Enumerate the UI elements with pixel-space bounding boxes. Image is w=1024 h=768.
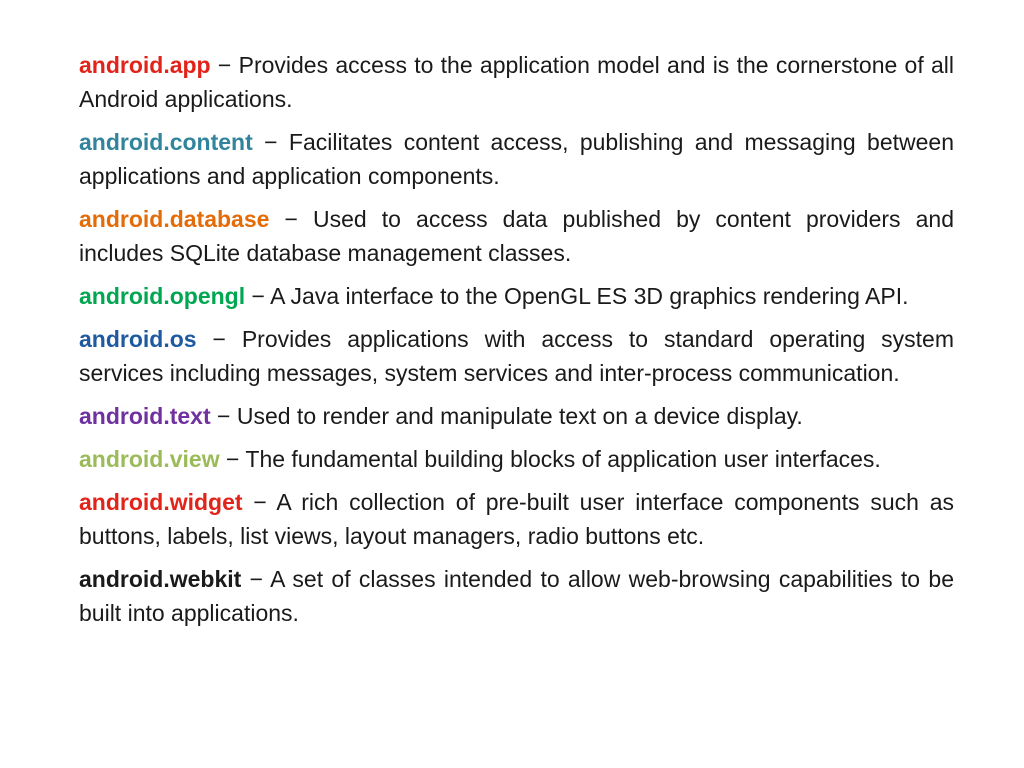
package-description: Provides applications with access to standard operating system services including messages, system services and inter-process communication.	[79, 326, 955, 386]
package-description: Provides access to the application model and is the cornerstone of all Android applications.	[79, 52, 955, 112]
entry-android-os	[79, 322, 954, 390]
separator: −	[241, 566, 271, 592]
separator: −	[196, 326, 242, 352]
separator: −	[269, 206, 314, 232]
separator: −	[252, 129, 289, 155]
package-name: android.view	[79, 446, 220, 472]
package-description: A rich collection of pre-built user interface components such as buttons, labels, list views, layout managers, radio buttons etc.	[79, 489, 954, 549]
entry-android-webkit	[79, 562, 954, 630]
package-description: The fundamental building blocks of application user interfaces.	[245, 446, 881, 472]
separator: −	[245, 283, 271, 309]
package-description: Facilitates content access, publishing and messaging between applications and application components.	[79, 129, 954, 189]
entry-android-app	[79, 48, 954, 116]
package-name: android.app	[79, 52, 211, 78]
package-description: A set of classes intended to allow web-browsing capabilities to be built into applications.	[79, 566, 954, 626]
package-name: android.database	[79, 206, 270, 232]
package-name: android.widget	[79, 489, 243, 515]
entry-android-database	[79, 202, 954, 270]
package-description: Used to access data published by content providers and includes SQLite database management classes.	[79, 206, 954, 266]
package-list	[79, 48, 954, 639]
package-name: android.text	[79, 403, 211, 429]
entry-android-opengl	[79, 279, 954, 313]
separator: −	[210, 52, 239, 78]
separator: −	[210, 403, 237, 429]
entry-android-text	[79, 399, 954, 433]
entry-android-content	[79, 125, 954, 193]
package-description: A Java interface to the OpenGL ES 3D graphics rendering API.	[270, 283, 909, 309]
package-name: android.os	[79, 326, 197, 352]
package-name: android.webkit	[79, 566, 242, 592]
separator: −	[219, 446, 246, 472]
entry-android-widget	[79, 485, 954, 553]
package-name: android.content	[79, 129, 253, 155]
entry-android-view	[79, 442, 954, 476]
separator: −	[242, 489, 277, 515]
package-name: android.opengl	[79, 283, 246, 309]
package-description: Used to render and manipulate text on a device display.	[236, 403, 803, 429]
